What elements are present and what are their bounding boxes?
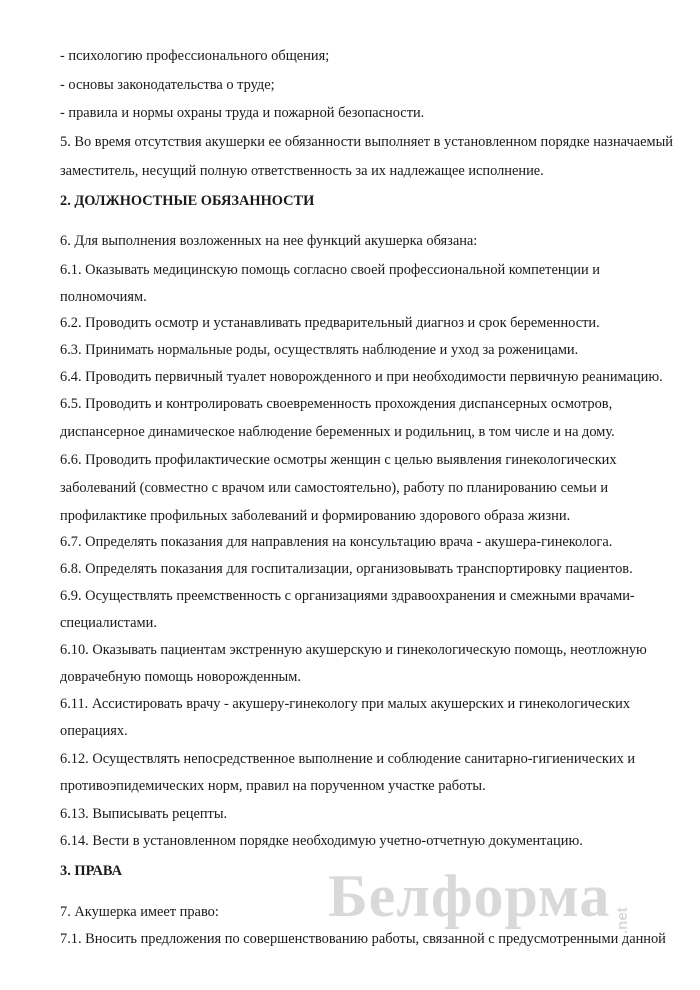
paragraph-line: 6.8. Определять показания для госпитализации, организовывать транспортировку пациентов. (60, 561, 633, 577)
list-item: - психологию профессионального общения; (60, 48, 330, 64)
paragraph-line: 7.1. Вносить предложения по совершенствованию работы, связанной с предусмотренными данной (60, 931, 666, 947)
paragraph-line: противоэпидемических норм, правил на порученном участке работы. (60, 778, 486, 794)
watermark-suffix: .net (614, 907, 631, 934)
paragraph-line: полномочиям. (60, 289, 147, 305)
paragraph-line: 6.14. Вести в установленном порядке необходимую учетно-отчетную документацию. (60, 833, 583, 849)
paragraph-line: 6.4. Проводить первичный туалет новорожденного и при необходимости первичную реанимацию. (60, 369, 663, 385)
paragraph-line: 6.2. Проводить осмотр и устанавливать предварительный диагноз и срок беременности. (60, 315, 600, 331)
paragraph-line: операциях. (60, 723, 128, 739)
paragraph-line: 6.9. Осуществлять преемственность с организациями здравоохранения и смежными врачами- (60, 588, 635, 604)
paragraph-line: 6.12. Осуществлять непосредственное выполнение и соблюдение санитарно-гигиенических и (60, 751, 636, 767)
list-item: - правила и нормы охраны труда и пожарной безопасности. (60, 105, 425, 121)
paragraph-line: диспансерное динамическое наблюдение беременных и родильниц, в том числе и на дому. (60, 424, 615, 440)
paragraph-line: заместитель, несущий полную ответственность за их надлежащее исполнение. (60, 163, 544, 179)
paragraph-line: 6. Для выполнения возложенных на нее функций акушерка обязана: (60, 233, 478, 249)
watermark-logo: Белформа (328, 863, 611, 929)
paragraph-line: 6.5. Проводить и контролировать своевременность прохождения диспансерных осмотров, (60, 396, 613, 412)
paragraph-line: специалистами. (60, 615, 157, 631)
paragraph-line: 6.7. Определять показания для направления на консультацию врача - акушера-гинеколога. (60, 534, 613, 550)
list-item: - основы законодательства о труде; (60, 77, 275, 93)
paragraph-line: 6.3. Принимать нормальные роды, осуществлять наблюдение и уход за роженицами. (60, 342, 579, 358)
paragraph-line: профилактике профильных заболеваний и формированию здорового образа жизни. (60, 508, 571, 524)
paragraph-line: 6.13. Выписывать рецепты. (60, 806, 228, 822)
paragraph-line: 6.6. Проводить профилактические осмотры женщин с целью выявления гинекологических (60, 452, 617, 468)
paragraph-line: 5. Во время отсутствия акушерки ее обязанности выполняет в установленном порядке назначаемый (60, 134, 673, 150)
section-heading-rights: 3. ПРАВА (60, 863, 123, 879)
section-heading-duties: 2. ДОЛЖНОСТНЫЕ ОБЯЗАННОСТИ (60, 193, 315, 209)
paragraph-line: 7. Акушерка имеет право: (60, 904, 219, 920)
paragraph-line: 6.1. Оказывать медицинскую помощь согласно своей профессиональной компетенции и (60, 262, 600, 278)
paragraph-line: 6.10. Оказывать пациентам экстренную акушерскую и гинекологическую помощь, неотложную (60, 642, 647, 658)
paragraph-line: доврачебную помощь новорожденным. (60, 669, 301, 685)
paragraph-line: 6.11. Ассистировать врачу - акушеру-гинекологу при малых акушерских и гинекологических (60, 696, 631, 712)
paragraph-line: заболеваний (совместно с врачом или самостоятельно), работу по планированию семьи и (60, 480, 609, 496)
